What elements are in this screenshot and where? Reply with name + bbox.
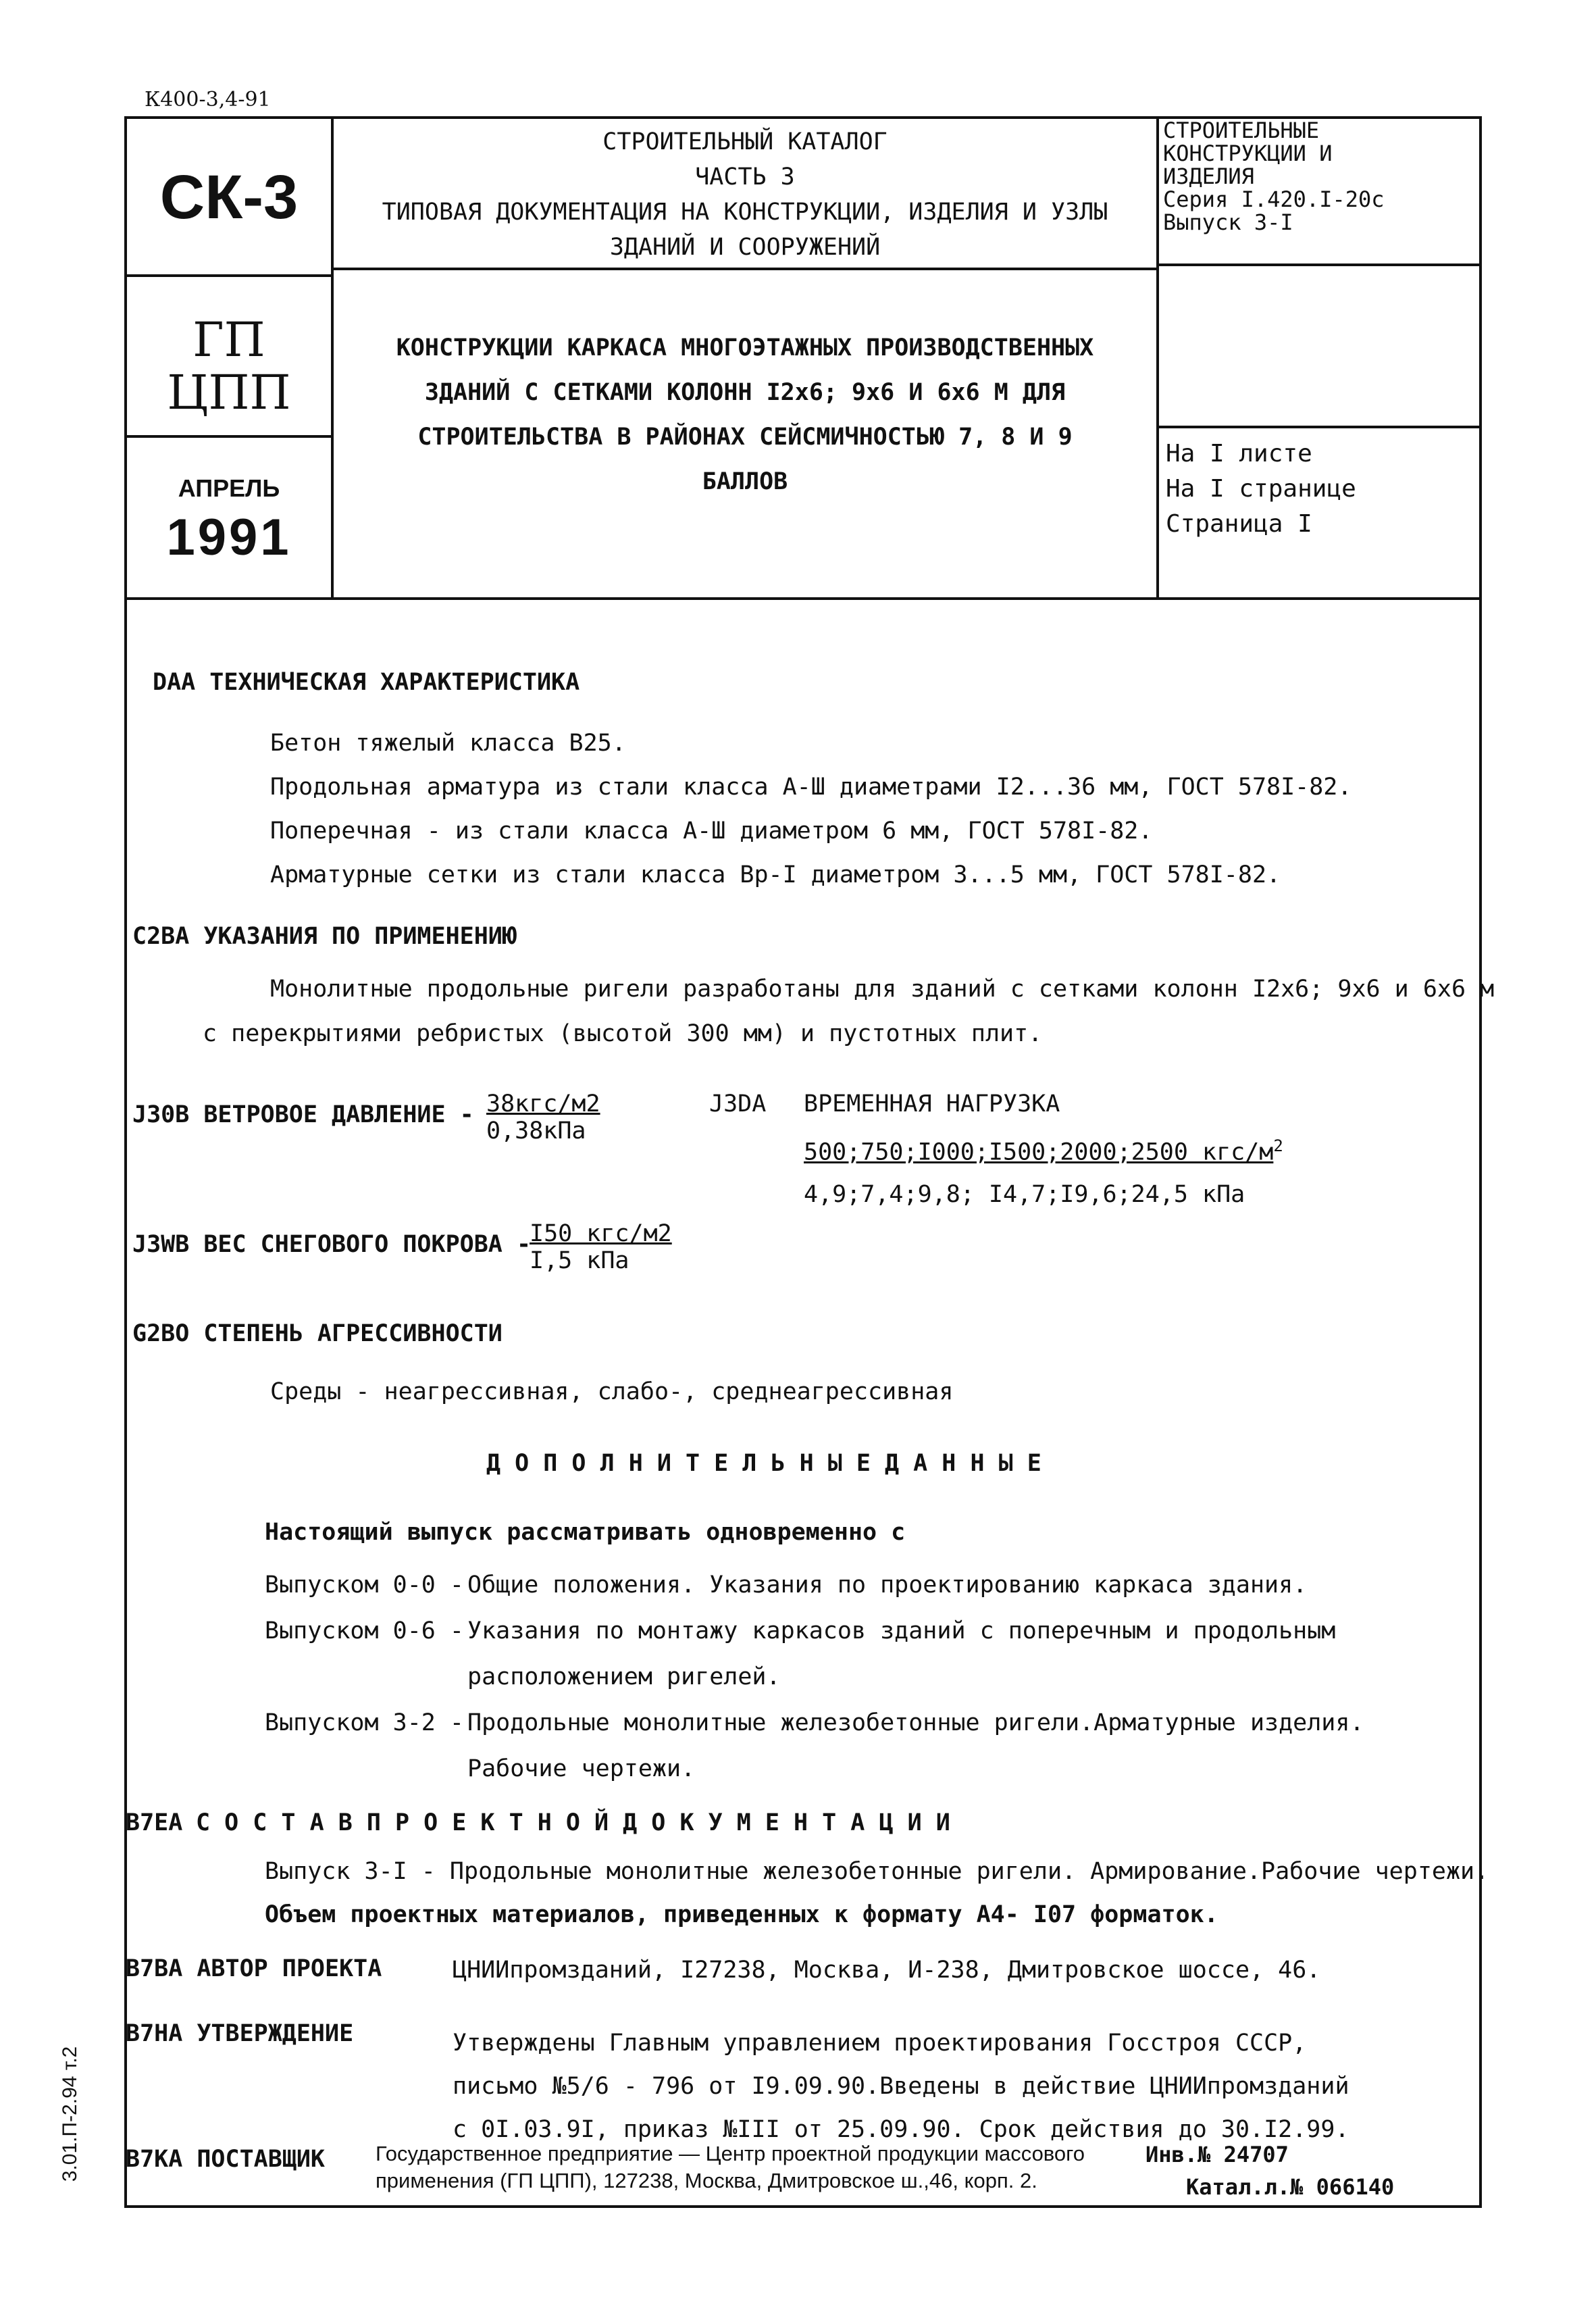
approval-line: письмо №5/6 - 796 от I9.09.90.Введены в действие ЦНИИпромзданий [453, 2073, 1349, 2100]
wind-label: J30B ВЕТРОВОЕ ДАВЛЕНИЕ - [132, 1101, 474, 1128]
additional-item-label: Выпуском 0-6 - [265, 1617, 465, 1644]
catalog-sk-code: СК-3 [159, 163, 299, 232]
additional-item-label: Выпуском 0-0 - [265, 1571, 465, 1599]
right-cell-line-2 [1158, 426, 1482, 428]
usage-heading: C2BA УКАЗАНИЯ ПО ПРИМЕНЕНИЮ [132, 923, 517, 950]
snow-value [530, 1220, 672, 1274]
series-block [1163, 119, 1385, 234]
additional-item [265, 1746, 1364, 1792]
title-line: СТРОИТЕЛЬСТВА В РАЙОНАХ СЕЙСМИЧНОСТЬЮ 7, 8 И 9 [417, 424, 1073, 451]
additional-item-text: Продольные монолитные железобетонные ригели.Арматурные изделия. [467, 1709, 1364, 1736]
catalog-line: ЗДАНИЙ И СООРУЖЕНИЙ [609, 234, 881, 261]
series-line: КОНСТРУКЦИИ И [1163, 141, 1333, 166]
wind-value [486, 1090, 600, 1145]
title-line: ЗДАНИЙ С СЕТКАМИ КОЛОНН I2х6; 9х6 И 6х6 М ДЛЯ [424, 379, 1066, 406]
supplier-text [376, 2140, 1085, 2194]
catalog-line: ТИПОВАЯ ДОКУМЕНТАЦИЯ НА КОНСТРУКЦИИ, ИЗДЕЛИЯ И УЗЛЫ [382, 199, 1108, 226]
additional-item [265, 1608, 1364, 1654]
left-cell-line-2 [124, 435, 332, 438]
catalog-line: ЧАСТЬ 3 [695, 164, 795, 191]
usage-line-1: Монолитные продольные ригели разработаны для зданий с сетками колонн I2х6; 9х6 и 6х6 м [270, 976, 1495, 1003]
middle-cell-line [332, 268, 1158, 270]
temporary-load-label: ВРЕМЕННАЯ НАГРУЗКА [804, 1090, 1060, 1117]
series-line: Выпуск 3-I [1163, 209, 1293, 235]
header-divider-right [1156, 116, 1159, 599]
sheet-info-line: На I листе [1166, 440, 1312, 468]
additional-heading: Д О П О Л Н И Т Е Л Ь Н Ы Е Д А Н Н Ы Е [486, 1450, 1041, 1477]
issue-year: 1991 [166, 509, 292, 566]
issue-month: АПРЕЛЬ [178, 474, 280, 502]
supplier-line: Государственное предприятие — Центр проектной продукции массового [376, 2142, 1085, 2165]
side-document-code: 3.01.П-2.94 т.2 [59, 2046, 81, 2182]
inventory-number: Инв.№ 24707 [1145, 2142, 1289, 2167]
temporary-load-kgs-value: 500;750;I000;I500;2000;2500 кгс/м [804, 1138, 1274, 1166]
composition-line-2: Объем проектных материалов, приведенных к формату А4- I07 форматок. [265, 1901, 1218, 1928]
additional-item-text: расположением ригелей. [467, 1663, 781, 1690]
catalog-title-block [334, 124, 1156, 265]
aggressiveness-heading: G2BO СТЕПЕНЬ АГРЕССИВНОСТИ [132, 1320, 503, 1347]
catalog-line: СТРОИТЕЛЬНЫЙ КАТАЛОГ [602, 128, 887, 155]
tech-line: Бетон тяжелый класса В25. [270, 730, 626, 757]
sheet-info-line: На I странице [1166, 475, 1356, 503]
left-cell-line-1 [124, 274, 332, 277]
temporary-load-code: J3DA [709, 1090, 767, 1117]
temporary-load-kpa: 4,9;7,4;9,8; I4,7;I9,6;24,5 кПа [804, 1181, 1245, 1208]
tech-line: Арматурные сетки из стали класса Вр-I диаметром 3...5 мм, ГОСТ 578I-82. [270, 861, 1281, 888]
approval-label: B7HA УТВЕРЖДЕНИЕ [126, 2020, 354, 2047]
sheet-info-line: Страница I [1166, 510, 1312, 538]
additional-item [265, 1654, 1364, 1700]
title-line: КОНСТРУКЦИИ КАРКАСА МНОГОЭТАЖНЫХ ПРОИЗВОДСТВЕННЫХ [396, 334, 1094, 361]
title-line: БАЛЛОВ [702, 468, 788, 495]
temporary-load-exponent: 2 [1273, 1136, 1283, 1155]
additional-item-label: Выпуском 3-2 - [265, 1709, 465, 1736]
approval-line: Утверждены Главным управлением проектирования Госстроя СССР, [453, 2030, 1307, 2057]
organization-cpp: ЦПП [167, 365, 291, 420]
approval-line: с 0I.03.9I, приказ №III от 25.09.90. Срок действия до 30.I2.99. [453, 2116, 1349, 2143]
additional-item [265, 1700, 1364, 1746]
wind-kpa: 0,38кПа [486, 1117, 586, 1145]
document-code: К400-3,4-91 [145, 88, 271, 111]
additional-item-text: Общие положения. Указания по проектированию каркаса здания. [467, 1571, 1308, 1599]
catalog-sheet-number: Катал.л.№ 066140 [1186, 2174, 1395, 2200]
additional-item [265, 1562, 1364, 1608]
series-line: Серия I.420.I-20с [1163, 186, 1385, 212]
additional-item-text: Рабочие чертежи. [467, 1755, 696, 1782]
author-label: B7BA АВТОР ПРОЕКТА [126, 1955, 382, 1982]
header-bottom-line [124, 597, 1482, 600]
sheet-info-block [1166, 436, 1356, 542]
usage-line-2: с перекрытиями ребристых (высотой 300 мм) и пустотных плит. [203, 1020, 1043, 1047]
supplier-line: применения (ГП ЦПП), 127238, Москва, Дмитровское ш.,46, корп. 2. [376, 2169, 1037, 2192]
additional-intro: Настоящий выпуск рассматривать одновременно с [265, 1519, 906, 1546]
series-line: СТРОИТЕЛЬНЫЕ [1163, 118, 1320, 143]
approval-lines [453, 2021, 1349, 2151]
aggressiveness-line: Среды - неагрессивная, слабо-, среднеагрессивная [270, 1378, 954, 1405]
document-title-block [334, 326, 1156, 504]
supplier-label: B7KA ПОСТАВЩИК [126, 2146, 326, 2173]
series-line: ИЗДЕЛИЯ [1163, 164, 1254, 189]
composition-line-1: Выпуск 3-I - Продольные монолитные железобетонные ригели. Армирование.Рабочие чертежи. [265, 1858, 1489, 1885]
composition-code: B7EA [126, 1809, 183, 1836]
snow-kgs: I50 кгс/м2 [530, 1220, 672, 1247]
tech-line: Поперечная - из стали класса А-Ш диаметром 6 мм, ГОСТ 578I-82. [270, 818, 1153, 845]
organization-gp: ГП [192, 312, 265, 368]
tech-line: Продольная арматура из стали класса А-Ш диаметрами I2...36 мм, ГОСТ 578I-82. [270, 774, 1352, 801]
additional-item-text: Указания по монтажу каркасов зданий с поперечным и продольным [467, 1617, 1336, 1644]
wind-kgs: 38кгс/м2 [486, 1090, 600, 1117]
right-cell-line-1 [1158, 263, 1482, 266]
author-text: ЦНИИпромзданий, I27238, Москва, И-238, Дмитровское шоссе, 46. [453, 1957, 1321, 1984]
tech-heading: DAA ТЕХНИЧЕСКАЯ ХАРАКТЕРИСТИКА [153, 669, 580, 696]
snow-kpa: I,5 кПа [530, 1247, 629, 1274]
temporary-load-kgs [804, 1136, 1283, 1166]
additional-list [265, 1562, 1364, 1792]
snow-label: J3WB ВЕС СНЕГОВОГО ПОКРОВА - [132, 1231, 532, 1258]
tech-lines [270, 722, 1352, 897]
composition-heading: С О С Т А В П Р О Е К Т Н О Й Д О К У М Е Н Т А Ц И И [196, 1809, 950, 1836]
